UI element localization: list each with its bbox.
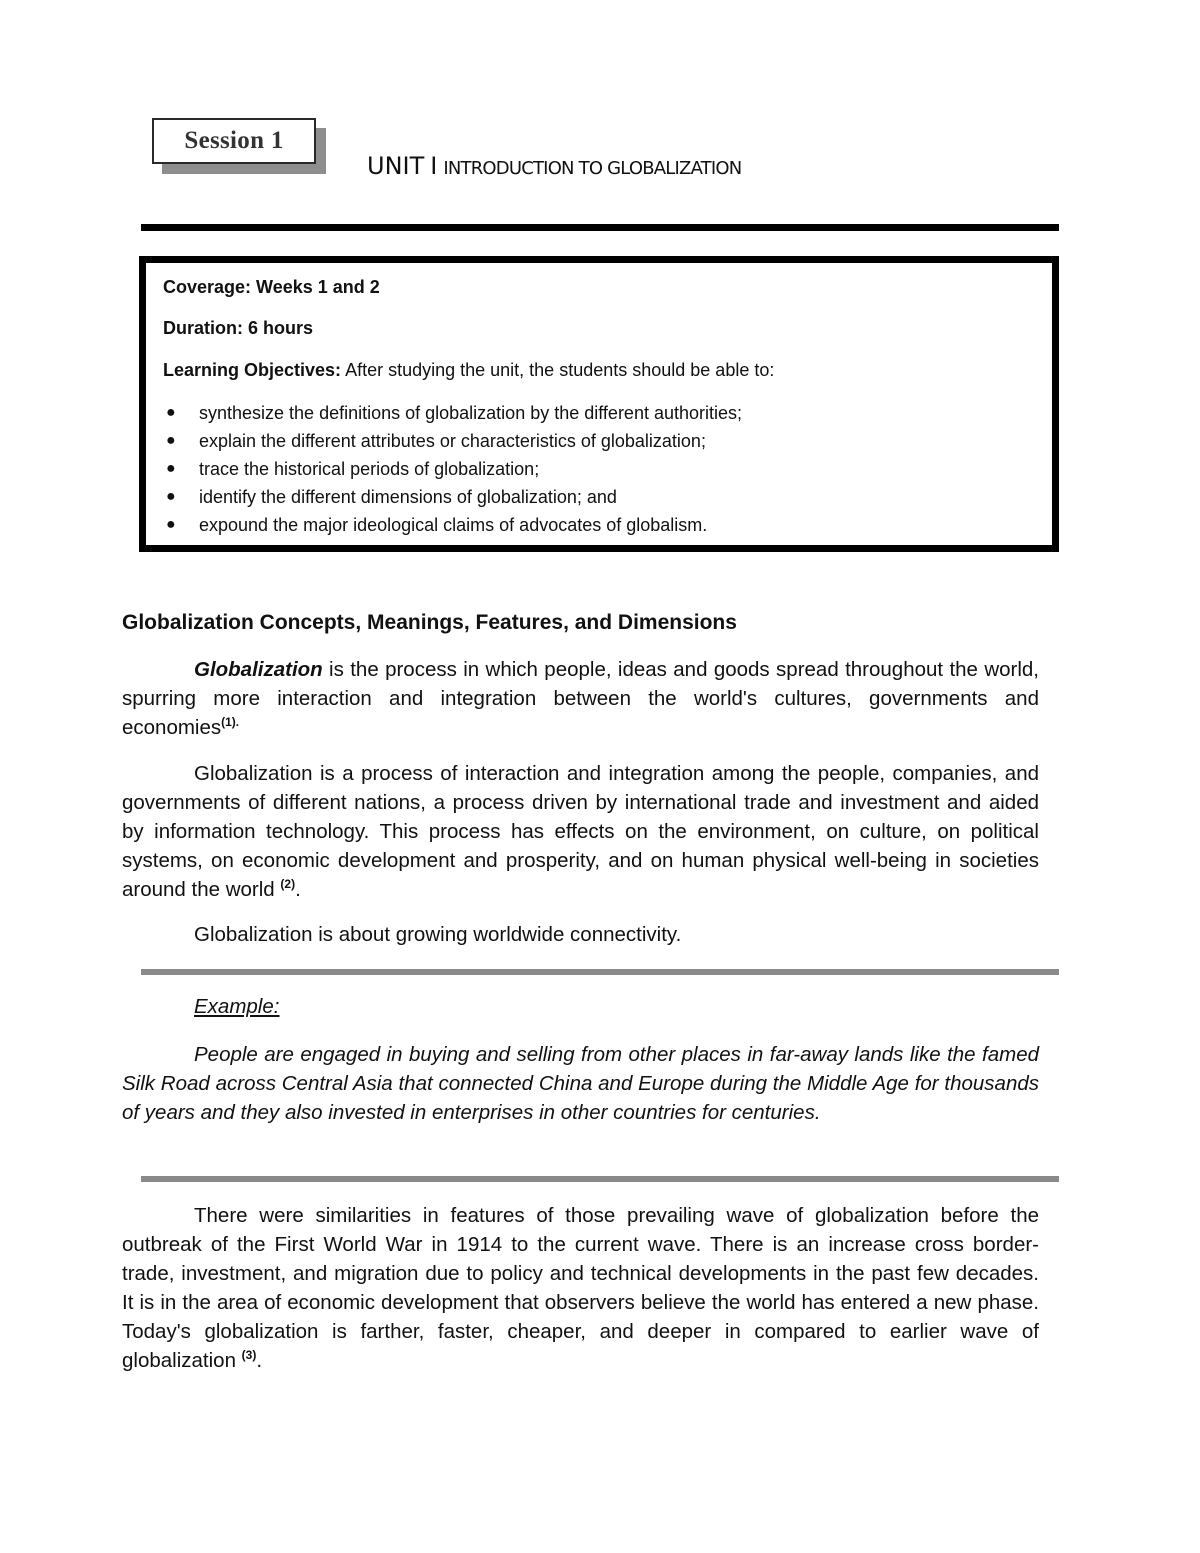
closing-paragraph: There were similarities in features of those prevailing wave of globalization before the outbreak of the First World War in 1914 to the current wave. There is an increase cross border- trade, investment, and migration due to policy and technical developments in the past few decades. It is in the area of economic development that observers believe the world has entered a new phase. Today's globalization is farther, faster, cheaper, and deeper in compared to earlier wave of globalization $^{(3)}$. <box>122 1204 1039 1372</box>
objectives-line <box>163 359 1052 381</box>
coverage-line: Coverage: Weeks 1 and 2 <box>163 277 380 297</box>
objectives-label: Learning Objectives: <box>163 360 342 380</box>
bullet-icon: ● <box>166 516 176 533</box>
objectives-intro: After studying the unit, the students should be able to: <box>341 360 775 380</box>
globalization-term: Globalization <box>194 658 323 681</box>
example-text: People are engaged in buying and selling from other places in far-away lands like the famed Silk Road across Central Asia that connected China and Europe during the Middle Age for thousands of years and they also invested in enterprises in other countries for centuries. <box>122 1043 1039 1124</box>
objective-item: ● identify the different dimensions of globalization; and <box>163 483 1052 511</box>
objective-item: ● expound the major ideological claims of advocates of globalism. <box>163 511 1052 539</box>
objectives-list <box>163 399 1052 539</box>
bullet-icon: ● <box>166 432 176 449</box>
objective-item: ● explain the different attributes or characteristics of globalization; <box>163 427 1052 455</box>
definition-paragraph-2: Globalization is a process of interaction and integration among the people, companies, and governments of different nations, a process driven by international trade and investment and aided by information technology. This process has effects on the environment, on culture, on political systems, on economic development and prosperity, and on human physical well-being in societies around the world $^{(2)}$. <box>122 762 1039 901</box>
bullet-icon: ● <box>166 488 176 505</box>
example-label: Example: <box>194 995 280 1018</box>
bullet-icon: ● <box>166 460 176 477</box>
coverage-box <box>139 256 1059 552</box>
unit-label: UNIT <box>367 152 425 180</box>
duration-line: Duration: 6 hours <box>163 318 314 338</box>
reference-2: (2) <box>280 877 296 891</box>
session-badge <box>152 118 316 164</box>
objective-item: ● trace the historical periods of globalization; <box>163 455 1052 483</box>
definition-paragraph-3: Globalization is about growing worldwide connectivity. <box>194 923 682 946</box>
section-heading: Globalization Concepts, Meanings, Features, and Dimensions <box>122 611 737 634</box>
header-divider <box>141 224 1059 231</box>
example-top-divider <box>141 969 1059 975</box>
objective-item: ● synthesize the definitions of globalization by the different authorities; <box>163 399 1052 427</box>
example-bottom-divider <box>141 1176 1059 1182</box>
unit-name: INTRODUCTION TO GLOBALIZATION <box>443 158 742 179</box>
definition-paragraph-1: Globalization is the process in which people, ideas and goods spread throughout the world, spurring more interaction and integration between the world's cultures, governments and economies$^{(1).}$ <box>122 658 1039 739</box>
bullet-icon: ● <box>166 404 176 421</box>
unit-separator: I <box>430 152 438 180</box>
unit-title <box>367 152 741 180</box>
reference-3: (3) <box>241 1348 257 1362</box>
session-label: Session 1 <box>184 127 284 154</box>
reference-1: (1). <box>221 715 240 729</box>
